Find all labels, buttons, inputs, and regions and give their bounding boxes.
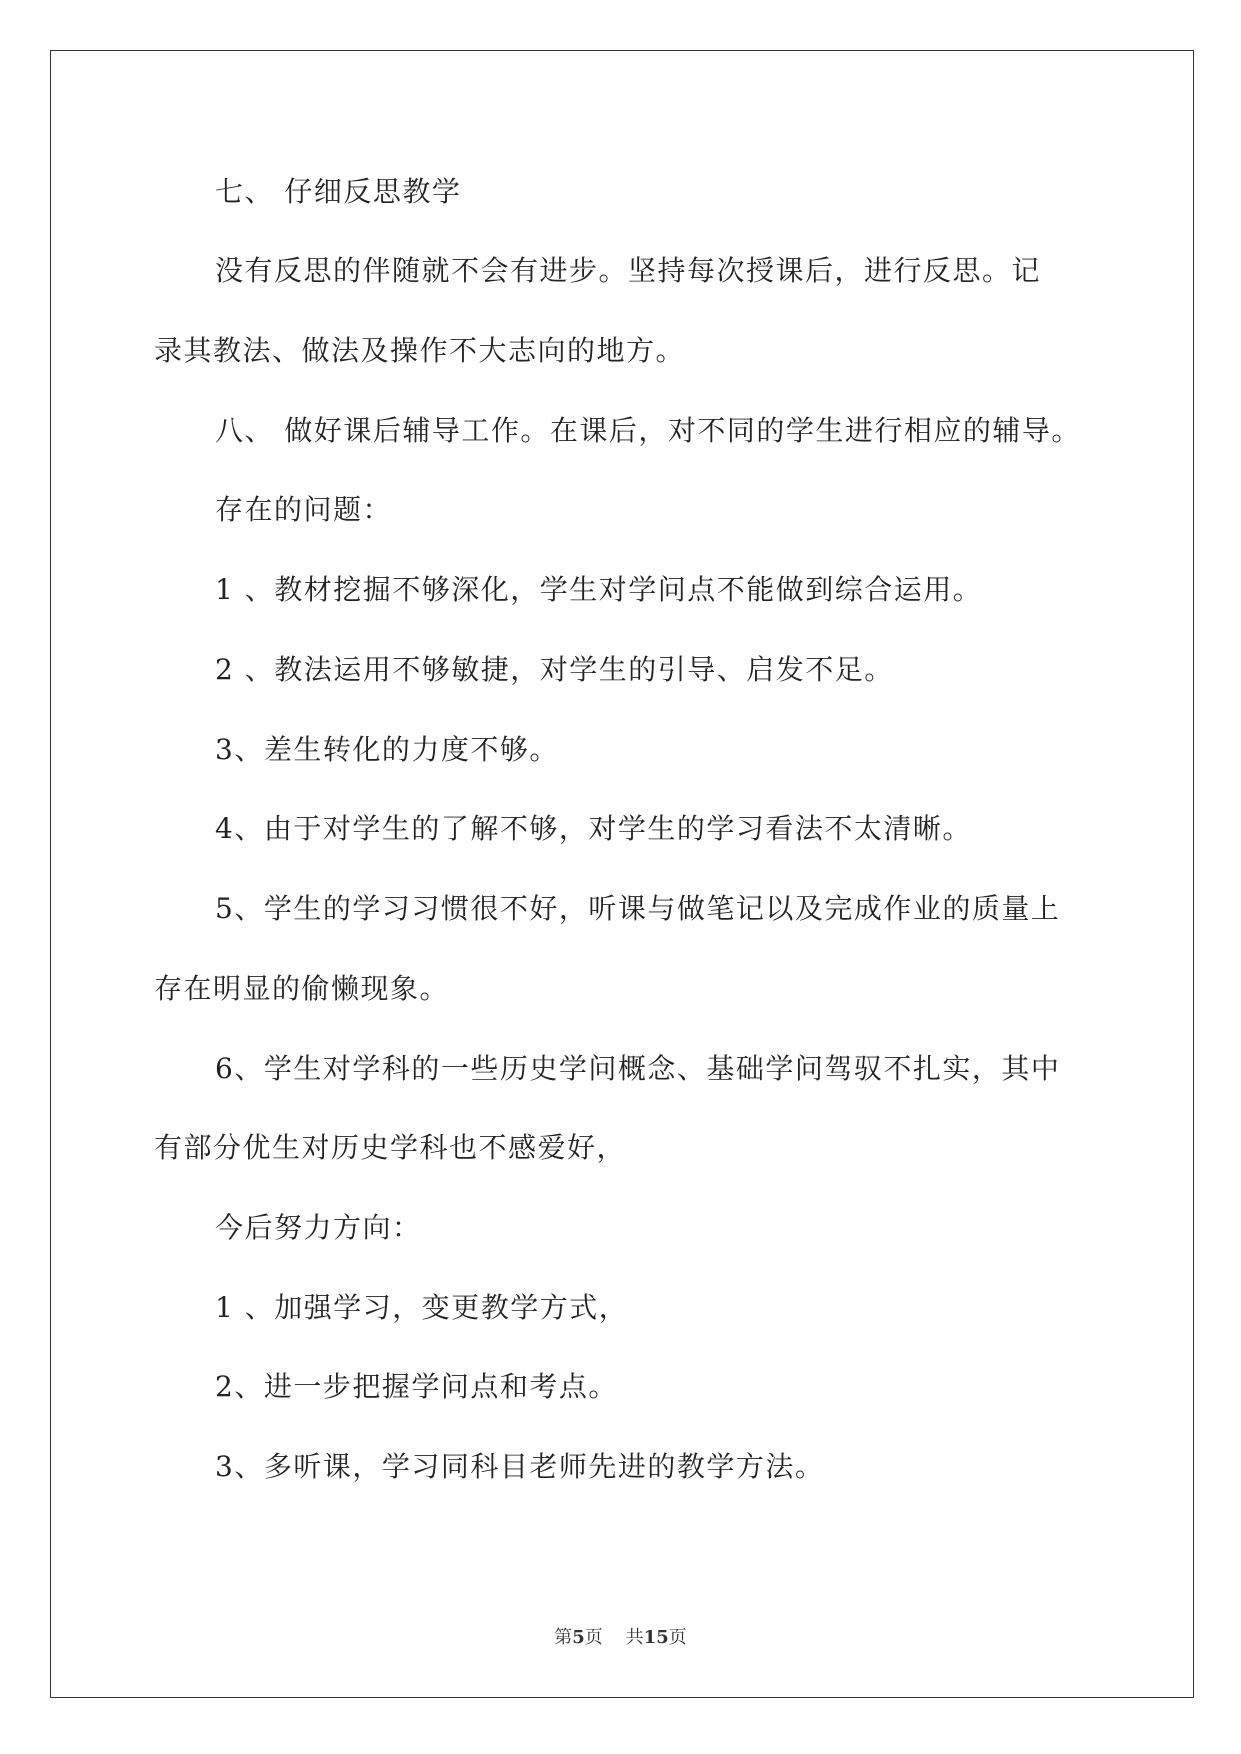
list-item: 5、学生的学习习惯很不好，听课与做笔记以及完成作业的质量上: [215, 892, 1061, 925]
section-heading-8: 八、 做好课后辅导工作。在课后，对不同的学生进行相应的辅导。: [215, 414, 1081, 447]
list-item-continuation: 存在明显的偷懒现象。: [154, 972, 450, 1005]
list-item: 2、进一步把握学问点和考点。: [215, 1370, 618, 1403]
list-item: 1 、加强学习，变更教学方式，: [215, 1291, 629, 1324]
footer-total-unit: 页: [668, 1627, 687, 1648]
section-heading-7: 七、 仔细反思教学: [215, 175, 462, 208]
list-item: 3、多听课，学习同科目老师先进的教学方法。: [215, 1450, 825, 1483]
list-item-continuation: 有部分优生对历史学科也不感爱好，: [154, 1131, 627, 1164]
direction-heading: 今后努力方向：: [215, 1211, 422, 1244]
list-item: 3、差生转化的力度不够。: [215, 733, 559, 766]
page-footer: [0, 1628, 1241, 1648]
paragraph-line: 录其教法、做法及操作不大志向的地方。: [154, 334, 686, 367]
total-pages-number: 15: [643, 1627, 669, 1648]
list-item: 2 、教法运用不够敏捷，对学生的引导、启发不足。: [215, 653, 894, 686]
list-item: 1 、教材挖掘不够深化，学生对学问点不能做到综合运用。: [215, 573, 983, 606]
current-page-number: 5: [572, 1627, 585, 1648]
problems-heading: 存在的问题：: [215, 493, 393, 526]
paragraph-line: 没有反思的伴随就不会有进步。坚持每次授课后，进行反思。记: [215, 254, 1042, 287]
footer-page-unit: 页: [584, 1627, 603, 1648]
footer-total-prefix: 共: [625, 1627, 644, 1648]
footer-prefix: 第: [554, 1627, 573, 1648]
list-item: 4、由于对学生的了解不够，对学生的学习看法不太清晰。: [215, 812, 972, 845]
list-item: 6、学生对学科的一些历史学问概念、基础学问驾驭不扎实，其中: [215, 1052, 1061, 1085]
